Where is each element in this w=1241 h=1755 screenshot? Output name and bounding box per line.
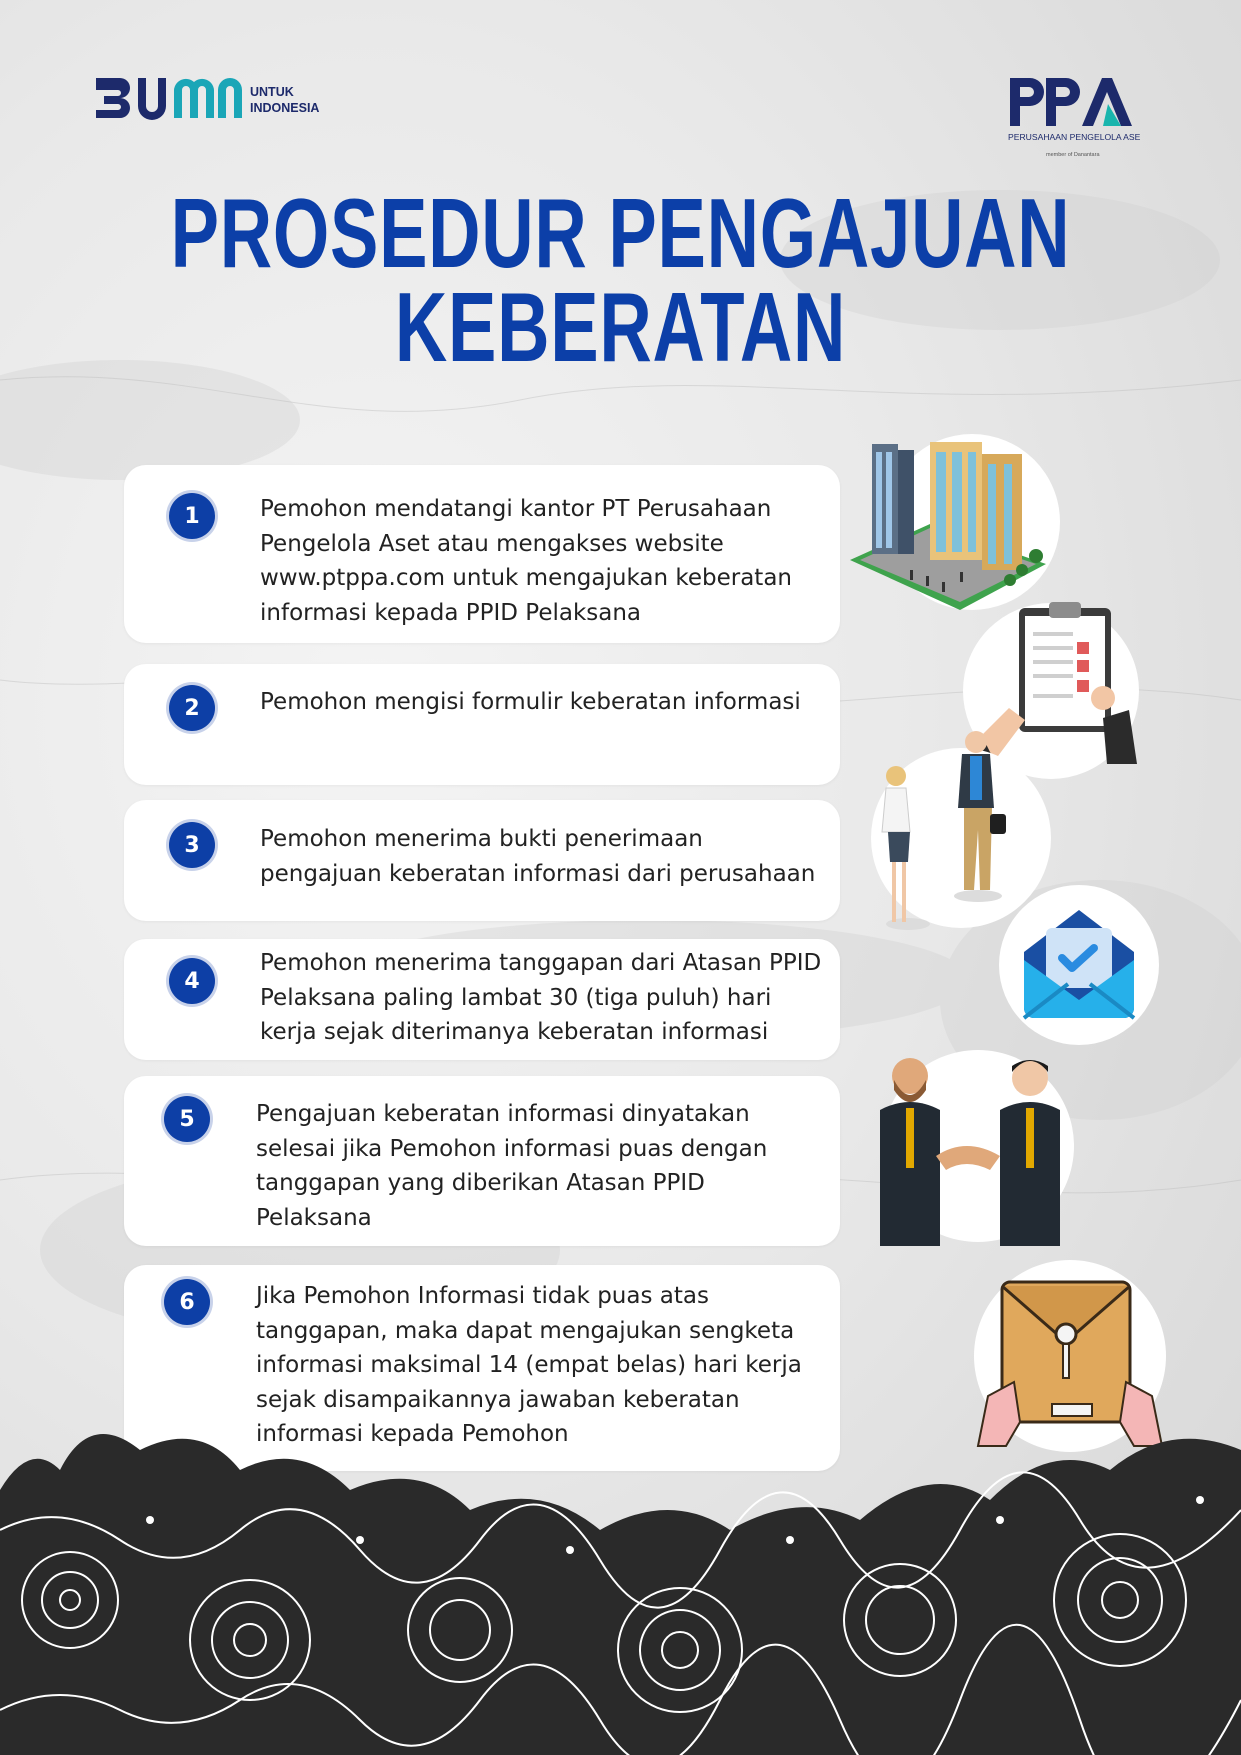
handshake-icon: [866, 1046, 1084, 1246]
step-card-2: [124, 664, 840, 785]
step-text: Pemohon mendatangi kantor PT Perusahaan Pengelola Aset atau mengakses website www.ptppa.com untuk mengajukan keberatan informasi kepada PPID Pelaksana: [260, 496, 792, 626]
bumn-logo: [96, 74, 336, 122]
step-text: Pemohon menerima bukti penerimaan pengajuan keberatan informasi dari perusahaan: [260, 826, 816, 887]
step-number-badge: 3: [169, 822, 215, 868]
step-number-badge: 2: [169, 685, 215, 731]
step-number-badge: 5: [164, 1096, 210, 1142]
step-number-badge: 6: [164, 1279, 210, 1325]
step-text: Jika Pemohon Informasi tidak puas atas tanggapan, maka dapat mengajukan sengketa informasi maksimal 14 (empat belas) hari kerja sejak disampaikannya jawaban keberatan informasi kepada Pemohon: [256, 1283, 802, 1447]
title-line-2: KEBERATAN: [394, 272, 847, 382]
step-number-badge: 4: [169, 958, 215, 1004]
ppa-tagline: PERUSAHAAN PENGELOLA ASET: [1008, 132, 1140, 142]
page-title: [161, 178, 1079, 382]
step-number-badge: 1: [169, 493, 215, 539]
bumn-tagline-line2: INDONESIA: [250, 101, 320, 115]
ppa-logo: [1008, 72, 1140, 162]
envelope-check-icon: [998, 884, 1160, 1046]
bumn-tagline-line1: UNTUK: [250, 85, 294, 99]
step-text: Pengajuan keberatan informasi dinyatakan selesai jika Pemohon informasi puas dengan tanggapan yang diberikan Atasan PPID Pelaksana: [256, 1101, 768, 1231]
step-text: Pemohon menerima tanggapan dari Atasan PPID Pelaksana paling lambat 30 (tiga puluh) hari kerja sejak diterimanya keberatan informasi: [260, 950, 822, 1045]
mandala-decoration: [0, 1380, 1241, 1755]
ppa-subtagline: member of Danantara: [1046, 152, 1100, 158]
step-text: Pemohon mengisi formulir keberatan informasi: [260, 689, 801, 715]
title-line-1: PROSEDUR PENGAJUAN: [170, 178, 1071, 288]
